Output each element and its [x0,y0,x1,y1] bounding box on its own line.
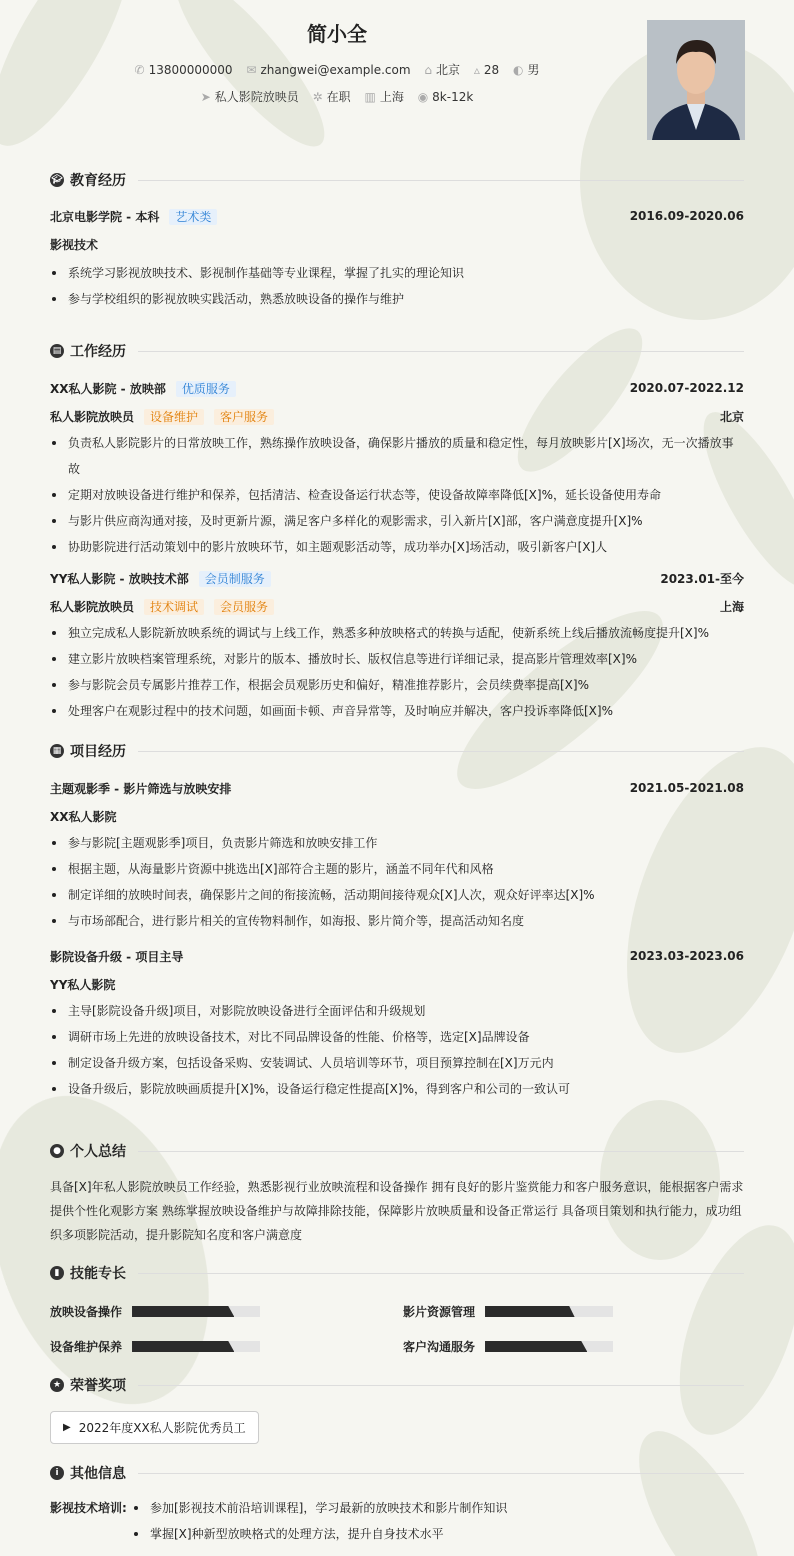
skill-name: 客户沟通服务 [403,1340,476,1354]
tag: 客户服务 [214,409,274,425]
skill-name: 影片资源管理 [403,1305,476,1319]
other-label: 影视技术培训: [50,1501,127,1515]
list-item: 定期对放映设备进行维护和保养，包括清洁、检查设备运行状态等，使设备故障率降低[X]%，延长设备使用寿命 [50,482,744,508]
summary-text: 具备[X]年私人影院放映员工作经验，熟悉影视行业放映流程和设备操作 拥有良好的影片鉴赏能力和客户服务意识，能根据客户需求提供个性化观影方案 熟练掌握放映设备维护与故障排除技能，保障影片放映质量和设备正常运行 具备项目策划和执行能力，成功组织多项影院活动，提升影院知名度和客户满意度 [50,1180,744,1242]
status: 在职 [326,90,351,104]
play-icon: ▶ [63,1422,71,1433]
list-item: 参与影院[主题观影季]项目，负责影片筛选和放映安排工作 [50,830,744,856]
list-item: 协助影院进行活动策划中的影片放映环节，如主题观影活动等，成功举办[X]场活动，吸引新客户[X]人 [50,534,744,560]
job-entry [50,374,744,560]
project-entry [50,942,744,1102]
section-title: 荣誉奖项 [70,1378,126,1394]
job-entry [50,564,744,724]
org: YY私人影院 [50,977,116,992]
section-title: 工作经历 [70,344,126,360]
home-icon: ⌂ [424,63,432,77]
list-item: 参加[影视技术前沿培训课程]，学习最新的放映技术和影片制作知识 [132,1495,744,1521]
education-section [50,170,744,312]
tag: 设备维护 [144,409,204,425]
tag: 艺术类 [169,209,217,225]
project-name: 主题观影季 - 影片筛选与放映安排 [50,781,232,796]
list-item: 处理客户在观影过程中的技术问题，如画面卡顿、声音异常等，及时响应并解决，客户投诉率降低[X]% [50,698,744,724]
list-item: 制定详细的放映时间表，确保影片之间的衔接流畅，活动期间接待观众[X]人次，观众好评率达[X]% [50,882,744,908]
salary-icon: ◉ [417,90,429,104]
section-title: 教育经历 [70,173,126,189]
skill-bar-fill [485,1306,575,1317]
role: 私人影院放映员 [50,599,135,614]
target-city: 上海 [379,90,404,104]
section-title: 其他信息 [70,1466,126,1482]
summary-section [50,1141,744,1247]
skill-name: 放映设备操作 [50,1305,123,1319]
other-section [50,1463,744,1547]
major: 影视技术 [50,237,99,252]
org: XX私人影院 [50,809,117,824]
list-item: 根据主题，从海量影片资源中挑选出[X]部符合主题的影片，涵盖不同年代和风格 [50,856,744,882]
skill-item [50,1303,260,1320]
skill-item [403,1338,613,1355]
list-item: 制定设备升级方案，包括设备采购、安装调试、人员培训等环节，项目预算控制在[X]万元内 [50,1050,744,1076]
work-section [50,341,744,724]
age: 28 [483,63,500,77]
job-intent-row [0,88,674,105]
list-item: 主导[影院设备升级]项目，对影院放映设备进行全面评估和升级规划 [50,998,744,1024]
chart-icon: ▮ [50,1266,64,1280]
projects-section [50,741,744,1102]
skills-section [50,1263,744,1283]
skill-bar [132,1341,260,1352]
gender: 男 [527,63,540,77]
phone: 13800000000 [148,63,233,77]
date: 2020.07-2022.12 [629,381,744,395]
grid-icon: ▦ [50,744,64,758]
tag: 技术调试 [144,599,204,615]
skill-name: 设备维护保养 [50,1340,123,1354]
list-item: 建立影片放映档案管理系统，对影片的版本、播放时长、版权信息等进行详细记录，提高影片管理效率[X]% [50,646,744,672]
skill-bar-fill [132,1306,234,1317]
award-icon: ★ [50,1378,64,1392]
avatar-photo [647,20,745,140]
briefcase-icon: ▤ [50,344,64,358]
awards-section [50,1375,744,1444]
list-item: 调研市场上先进的放映设备技术，对比不同品牌设备的性能、价格等，选定[X]品牌设备 [50,1024,744,1050]
user-icon: ● [50,1144,64,1158]
email: zhangwei@example.com [260,63,411,77]
date: 2021.05-2021.08 [629,781,744,795]
company: XX私人影院 - 放映部 [50,381,166,396]
city: 北京 [719,409,744,424]
info-icon: i [50,1466,64,1480]
gender-icon: ◐ [512,63,524,77]
section-title: 个人总结 [70,1144,126,1160]
project-entry [50,774,744,934]
city: 上海 [719,599,744,614]
section-title: 项目经历 [70,744,126,760]
award-label: 2022年度XX私人影院优秀员工 [78,1421,246,1435]
list-item: 与影片供应商沟通对接，及时更新片源，满足客户多样化的观影需求，引入新片[X]部，客户满意度提升[X]% [50,508,744,534]
salary: 8k-12k [432,90,474,104]
tag: 优质服务 [176,381,236,397]
skill-bar-fill [132,1341,234,1352]
age-icon: ▵ [473,63,480,77]
list-item: 参与学校组织的影视放映实践活动，熟悉放映设备的操作与维护 [50,286,744,312]
list-item: 系统学习影视放映技术、影视制作基础等专业课程，掌握了扎实的理论知识 [50,260,744,286]
tag: 会员服务 [214,599,274,615]
skill-bar-fill [485,1341,587,1352]
section-title: 技能专长 [70,1266,126,1282]
role: 私人影院放映员 [50,409,135,424]
company: YY私人影院 - 放映技术部 [50,571,189,586]
tag: 会员制服务 [199,571,271,587]
list-item: 参与影院会员专属影片推荐工作，根据会员观影历史和偏好，精准推荐影片，会员续费率提高[X]% [50,672,744,698]
date: 2023.01-至今 [660,571,744,586]
list-item: 负责私人影院影片的日常放映工作，熟练操作放映设备，确保影片播放的质量和稳定性，每月放映影片[X]场次，无一次播放事故 [50,430,744,482]
send-icon: ➤ [200,90,211,104]
school: 北京电影学院 - 本科 [50,209,160,224]
award-item[interactable] [50,1411,259,1444]
list-item: 掌握[X]种新型放映格式的处理方法，提升自身技术水平 [132,1521,744,1547]
city: 北京 [436,63,461,77]
graduation-cap-icon: 🎓︎ [51,175,63,185]
skill-bar [485,1341,613,1352]
candidate-name: 简小全 [307,22,367,46]
skill-item [403,1303,613,1320]
skill-bar [485,1306,613,1317]
status-icon: ✲ [312,90,323,104]
contact-row [0,61,674,78]
skill-item [50,1338,260,1355]
mail-icon: ✉ [246,63,257,77]
phone-icon: ✆ [134,63,145,77]
date: 2023.03-2023.06 [629,949,744,963]
building-icon: ▥ [364,90,376,104]
list-item: 与市场部配合，进行影片相关的宣传物料制作，如海报、影片简介等，提高活动知名度 [50,908,744,934]
skill-bar [132,1306,260,1317]
date: 2016.09-2020.06 [629,209,744,223]
list-item: 独立完成私人影院新放映系统的调试与上线工作，熟悉多种放映格式的转换与适配，使新系统上线后播放流畅度提升[X]% [50,620,744,646]
position: 私人影院放映员 [214,90,299,104]
project-name: 影院设备升级 - 项目主导 [50,949,184,964]
list-item: 设备升级后，影院放映画质提升[X]%，设备运行稳定性提高[X]%，得到客户和公司的一致认可 [50,1076,744,1102]
